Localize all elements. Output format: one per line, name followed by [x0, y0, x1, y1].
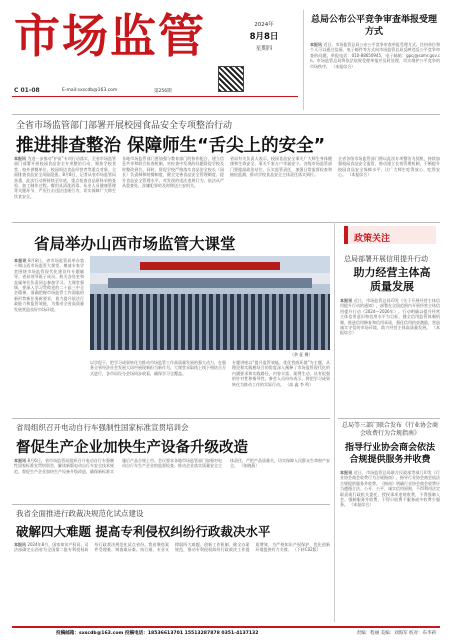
lead-col4-text: 全省各级市场监管部门将以此次专项整治为契机，持续加强校园食品安全监管，推动建立长效管理机制，不断提升校园食品安全保障水平，让广大师生吃得放心、吃得安心。 — [338, 156, 440, 178]
second-col-2 — [232, 360, 330, 414]
lead-col-2: 各地市场监管部门要加强与教育部门的协作配合，建立信息共享和联合检查机制，对检查中发现的问题督促学校及时整改到位。同时，督促学校严格落实食品安全校长（园长）负责制和陪餐制度，健全完善食品安全管理制度，提升食品安全管理水平。对发现的违法违规行为，依法从严从重查处，涉嫌犯罪的及时移送公安机关。 — [122, 156, 224, 189]
top-right-source: （本报综合） — [331, 63, 356, 69]
issue-code: C 01-08 — [14, 87, 40, 94]
policy-tag-label: 政策关注 — [354, 234, 391, 244]
right-bottom-rule — [338, 418, 440, 419]
right-bottom-headline-1: 总局等三部门联合发布《行业协会商会收费行为合规指南》 — [342, 422, 439, 437]
second-top-rule — [12, 222, 440, 223]
second-byline: 本报讯 — [14, 258, 27, 263]
second-source: （高 鑫 李 鸣） — [285, 381, 314, 387]
top-right-body — [310, 42, 440, 98]
photo-audience — [90, 294, 330, 350]
policy-tag — [344, 226, 436, 244]
footer-contact: 投稿邮箱：sxscdb@163.com 投稿电话：18536613701 15513287878 0351-4137132 — [56, 631, 259, 636]
fourth-body — [14, 542, 330, 622]
third-text: 8月6日，省市场监管局组织召开电动自行车强制性国家标准宣贯培训会，解读新版电动自行车安全技术规范，督促生产企业加快生产设备升级改造，确保新标准实施后产品合规上市。会议要求各地市场监管部门加强对电动自行车生产企业的监督检查，推动企业落实质量安全主体责任，严把产品质量关，切实保障人民群众生命财产安全。 — [14, 458, 330, 474]
masthead-title: 市场监管 — [14, 9, 206, 63]
third-byline: 本报讯 — [14, 458, 27, 463]
third-headline: 督促生产企业加快生产设备升级改造 — [16, 440, 248, 456]
photo-stage — [108, 278, 312, 288]
policy-text: 近日，市场监管总局印发《关于开展经营主体信用提升行动的通知》，部署在全国范围内开展经营主体信用提升行动（2024—2026年）。行动明确以提升经营主体信用意识和信用水平为目标，健全信用监管体制机制，推进信用修复和信用承诺，强化信用约束激励，营造诚实守信的市场环境，助力经营主体高质量发展。 — [340, 298, 440, 331]
fourth-kicker: 我省全面推进行政裁决规范化试点建设 — [16, 509, 144, 518]
right-bottom-body — [340, 470, 440, 622]
masthead-year: 2024年 — [254, 22, 274, 28]
policy-divider — [334, 222, 335, 622]
right-bottom-text: 近日，市场监管总局联合民政部等部门印发《行业协会商会收费行为合规指南》，指导行业协会商会依法合规提供服务并收费。《指南》明确行业协会商会收费应当遵循合法、公开、公平、诚实信用原则，不得利用法定职责或行政机关委托、授权事项违规收费，不得强制入会、强制服务并收费，不得只收费不服务或多收费少服务。 — [340, 470, 440, 508]
conference-photo — [90, 256, 330, 350]
lead-col-1 — [14, 156, 116, 218]
policy-headline-2: 助力经营主体高质量发展 — [353, 266, 431, 293]
masthead-weekday: 星期四 — [255, 46, 273, 52]
policy-body — [340, 298, 440, 414]
right-bottom-byline: 本报讯 — [340, 470, 353, 475]
policy-source: （本报综合） — [340, 325, 440, 336]
footer-editors: 责编：程丽 美编：刘海军 校对：布李莉 — [356, 631, 436, 636]
lead-col-4 — [338, 156, 440, 218]
third-top-rule — [12, 418, 330, 419]
fourth-headline: 破解四大难题 提高专利侵权纠纷行政裁决水平 — [16, 524, 271, 539]
right-bottom-headline-2: 指导行业协会商会依法合规提供服务并收费 — [344, 443, 435, 465]
second-body — [14, 258, 84, 378]
top-right-headline: 总局公布公平竞争审查举报受理方式 — [310, 15, 437, 37]
third-source: （张晓燕） — [239, 463, 260, 469]
top-right-text: 近日，市场监管总局公布公平竞争审查举报受理方式。任何单位和个人可以通过信函、电子邮件等方式向市场监管总局反映违反公平竞争审查的问题。举报电话：010-88650945，电子邮箱：gpcj@samr.gov.cn。市场监管总局将依法依规受理举报并及时处理，切实维护公平竞争的市场秩序。 — [310, 42, 440, 69]
photo-banner — [140, 262, 280, 270]
photo-caption: （余 征 摄） — [290, 352, 313, 357]
lead-top-rule — [12, 114, 440, 115]
third-body — [14, 458, 330, 500]
masthead-email: E-mail:sxscdb@163.com — [62, 88, 118, 93]
fourth-byline: 本报讯 — [14, 542, 27, 547]
lead-col-3: 省局有关负责人表示，校园食品安全事关广大师生身体健康和生命安全，事关千家万户幸福安宁。各级市场监管部门要提高政治站位，压实监管责任，加强日常监督检查和抽检监测，推动学校食品安全主体责任落实到位。 — [230, 156, 332, 178]
fourth-top-rule — [12, 504, 330, 505]
masthead-rule — [12, 96, 298, 97]
lead-kicker: 全省市场监管部门部署开展校园食品安全专项整治行动 — [16, 121, 233, 131]
lead-source: （本报综合） — [347, 172, 372, 178]
third-kicker: 省局组织召开电动自行车强制性国家标准宣贯培训会 — [16, 423, 189, 432]
second-headline: 省局举办山西市场监管大课堂 — [34, 235, 236, 253]
qr-code — [218, 66, 244, 92]
lead-headline: 推进排查整治 保障师生“舌尖上的安全” — [16, 136, 326, 156]
second-col2-text: 专题讲座以“提升监管效能、优化营商环境”为主题，从理论和实践相结合的角度深入阐释了市场监管现代化的内涵要求和实践路径，内容丰富、案例生动，具有很强的针对性和指导性。参会人员纷纷表示，将把学习成果转化为推动工作的实际行动。 — [232, 360, 330, 387]
issue-number: 第256期 — [154, 89, 172, 94]
fourth-source: （下转C02版） — [292, 547, 321, 553]
fourth-text: 2024年8月，国家知识产权局、司法部确定山西省为全国第二批专利侵权纠纷行政裁决规范化试点省份。我省聚焦案件受理难、调查取证难、执行难、专业支撑弱四大难题，创新工作机制，健全办案规范，推动专利侵权纠纷行政裁决工作提质增效，为严格知识产权保护、优化创新环境提供有力支撑。 — [14, 542, 330, 553]
second-text: 8月8日，省市场监管局举办第十期山西市场监管大课堂，邀请专家学者围绕市场监管现代化建设作专题辅导。省局领导班子成员、机关各处室和直属单位负责同志参加学习。大课堂强调，要深入学习贯彻党的二十届三中全会精神，准确把握市场监管工作面临的新形势新任务新要求，着力提升依法行政能力和监管效能，为推动全省高质量发展营造良好市场环境。 — [14, 258, 84, 312]
lead-byline: 本报讯 — [14, 156, 27, 161]
top-right-divider — [303, 10, 304, 110]
masthead-date: 8月8日 — [249, 32, 279, 42]
top-right-byline: 本报讯 — [310, 42, 323, 47]
lead-col1-text: 为进一步推动“护苗”专项行动落实，全省市场监管部门部署开展校园食品安全专项整治行动，聚焦学校食堂、校外供餐单位、校园周边食品经营者等重点对象，全面排查食品安全风险隐患。8月8日，记者从省市场监管局获悉，此次行动将持续至年底，重点检查食品原料采购查验、加工制作过程、餐用具清洗消毒、从业人员健康管理等关键环节，严厉打击违法违规行为，切实保障广大师生饮食安全。 — [14, 156, 116, 199]
masthead-logo — [14, 10, 210, 62]
footer-bar — [12, 626, 440, 637]
right-bottom-source: （本报综合） — [349, 502, 374, 508]
masthead-date-block — [240, 20, 288, 52]
policy-byline: 本报讯 — [340, 298, 353, 303]
second-col-1b: 以学促干，把学习成果转化为推动市场监管工作高质量发展的强大动力，在服务全省经济社会发展大局中展现新担当新作为。大课堂采取线上线下相结合方式进行，各市局设分会场同步收看，确保学习全覆盖。 — [90, 360, 226, 376]
policy-headline-1: 总局部署开展信用提升行动 — [344, 255, 428, 263]
